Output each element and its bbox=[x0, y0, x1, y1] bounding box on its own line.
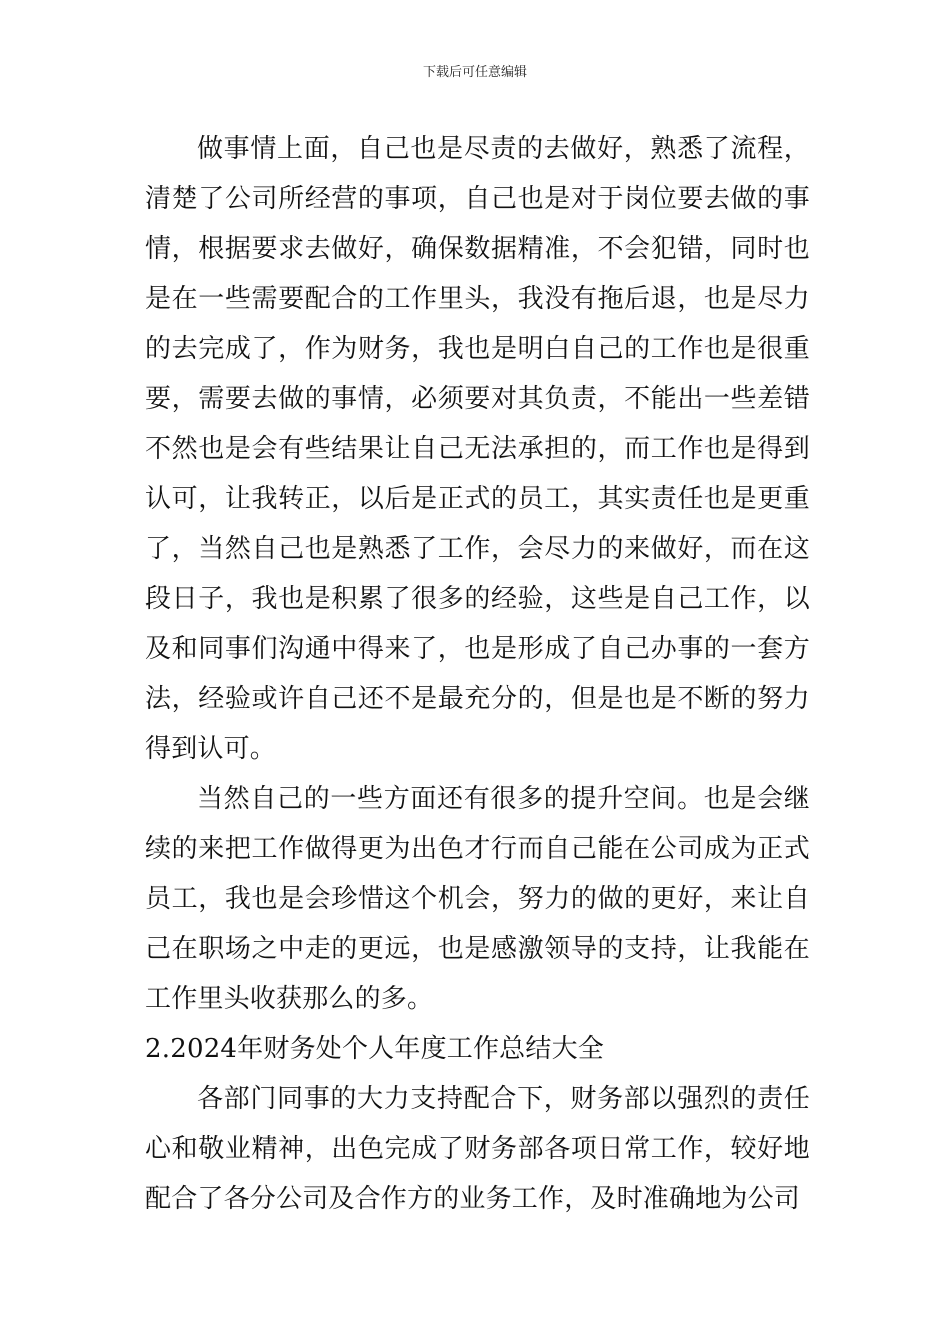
page-header: 下载后可任意编辑 bbox=[422, 65, 527, 80]
section-paragraph: 各部门同事的大力支持配合下，财务部以强烈的责任心和敬业精神，出色完成了财务部各项日常工作，较好地配合了各分公司及合作方的业务工作，及时准确地为公司 bbox=[145, 1084, 810, 1214]
section-heading: 2.2024年财务处个人年度工作总结大全 bbox=[145, 1034, 604, 1064]
document-body bbox=[145, 124, 810, 1224]
body-paragraph-2: 当然自己的一些方面还有很多的提升空间。也是会继续的来把工作做得更为出色才行而自己能在公司成为正式员工，我也是会珍惜这个机会，努力的做的更好，来让自己在职场之中走的更远，也是感激领导的支持，让我能在工作里头收获那么的多。 bbox=[145, 784, 810, 1014]
body-paragraph-1: 做事情上面，自己也是尽责的去做好，熟悉了流程，清楚了公司所经营的事项，自己也是对于岗位要去做的事情，根据要求去做好，确保数据精准，不会犯错，同时也是在一些需要配合的工作里头，我没有拖后退，也是尽力的去完成了，作为财务，我也是明白自己的工作也是很重要，需要去做的事情，必须要对其负责，不能出一些差错不然也是会有些结果让自己无法承担的，而工作也是得到认可，让我转正，以后是正式的员工，其实责任也是更重了，当然自己也是熟悉了工作，会尽力的来做好，而在这段日子，我也是积累了很多的经验，这些是自己工作，以及和同事们沟通中得来了，也是形成了自己办事的一套方法，经验或许自己还不是最充分的，但是也是不断的努力得到认可。 bbox=[145, 134, 810, 764]
